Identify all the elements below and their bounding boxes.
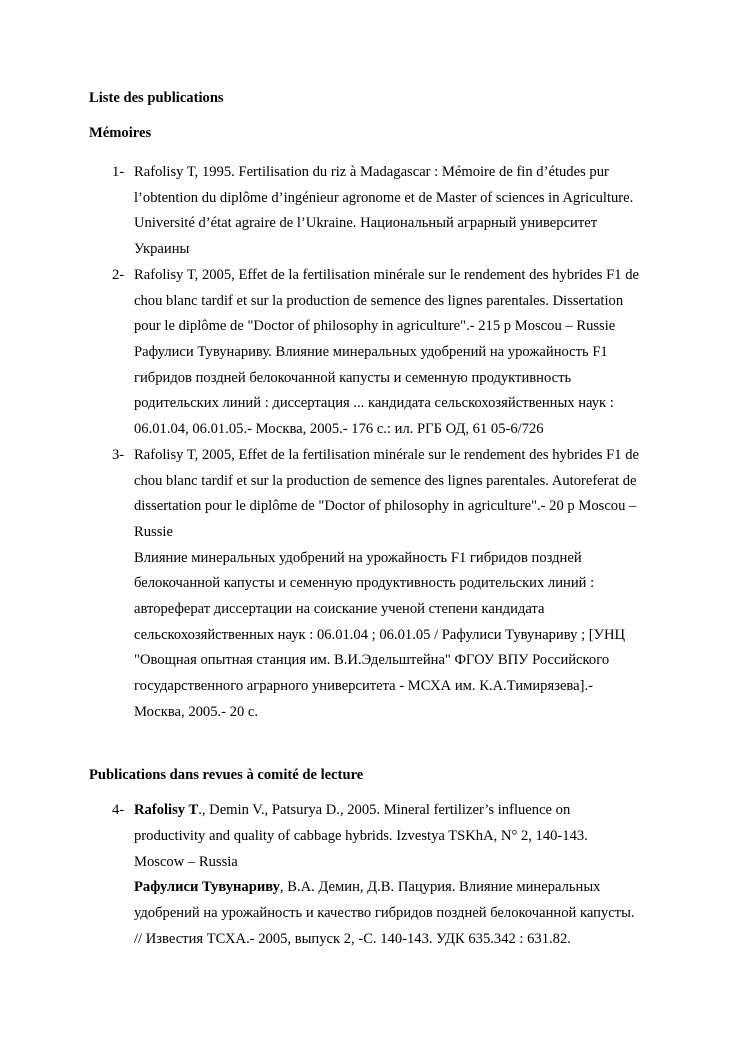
citation-text: ., Demin V., Patsurya D., 2005. Mineral fertilizer’s influence on [198,802,571,818]
item-1-line: Rafolisy T, 1995. Fertilisation du riz à Madagascar : Mémoire de fin d’études pur [134,164,609,180]
item-2-line: гибридов поздней белокочанной капусты и семенную продуктивность [134,370,572,386]
item-1-line: Université d’état agraire de l’Ukraine. Национальный аграрный университет [134,215,598,231]
item-3-line: Rafolisy T, 2005, Effet de la fertilisation minérale sur le rendement des hybrides F1 de [134,447,639,463]
item-1-line: Украины [134,241,190,257]
item-2-line: 06.01.04, 06.01.05.- Москва, 2005.- 176 с.: ил. РГБ ОД, 61 05-6/726 [134,421,544,437]
item-number-2: 2- [112,267,125,283]
item-3-line: Москва, 2005.- 20 с. [134,704,259,720]
item-4-line [134,801,570,819]
item-2-line: родительских линий : диссертация ... кандидата сельскохозяйственных наук : [134,395,614,411]
item-4-line: Moscow – Russia [134,854,238,870]
item-3-line: Russie [134,524,173,540]
item-3-line: chou blanc tardif et sur la production de semence des lignes parentales. Autoreferat de [134,473,637,489]
item-3-line: белокочанной капусты и семенную продуктивность родительских линий : [134,575,595,591]
item-2-line: Rafolisy T, 2005, Effet de la fertilisation minérale sur le rendement des hybrides F1 de [134,267,639,283]
citation-text: , В.А. Демин, Д.В. Пацурия. Влияние минеральных [279,879,601,895]
item-3-line: dissertation pour le diplôme de "Doctor of philosophy in agriculture".- 20 p Moscou – [134,498,637,514]
page-title: Liste des publications [89,90,224,106]
item-number-3: 3- [112,447,125,463]
author-name-bold: Rafolisy T [134,802,199,818]
section-heading-publications: Publications dans revues à comité de lecture [89,767,364,783]
item-3-line: "Овощная опытная станция им. В.И.Эдельштейна" ФГОУ ВПУ Российского [134,652,610,668]
item-4-line: productivity and quality of cabbage hybrids. Izvestya TSKhA, N° 2, 140-143. [134,828,588,844]
item-2-line: Рафулиси Тувунариву. Влияние минеральных удобрений на урожайность F1 [134,344,608,360]
item-3-line: Влияние минеральных удобрений на урожайность F1 гибридов поздней [134,550,582,566]
item-4-line [134,878,600,896]
item-3-line: сельскохозяйственных наук : 06.01.04 ; 06.01.05 / Рафулиси Тувунариву ; [УНЦ [134,627,626,643]
item-number-1: 1- [112,164,125,180]
item-4-line: удобрений на урожайность и качество гибридов поздней белокочанной капусты. [134,905,635,921]
author-name-bold: Рафулиси Тувунариву [134,879,280,895]
item-1-line: l’obtention du diplôme d’ingénieur agronome et de Master of sciences in Agriculture. [134,190,634,206]
section-heading-memoires: Mémoires [89,125,152,141]
item-4-line: // Известия ТСХА.- 2005, выпуск 2, -С. 140-143. УДК 635.342 : 631.82. [134,931,571,947]
item-3-line: автореферат диссертации на соискание ученой степени кандидата [134,601,545,617]
item-2-line: pour le diplôme de "Doctor of philosophy in agriculture".- 215 p Moscou – Russie [134,318,616,334]
item-number-4: 4- [112,802,125,818]
item-3-line: государственного аграрного университета - МСХА им. К.А.Тимирязева].- [134,678,593,694]
item-2-line: chou blanc tardif et sur la production de semence des lignes parentales. Dissertation [134,293,624,309]
